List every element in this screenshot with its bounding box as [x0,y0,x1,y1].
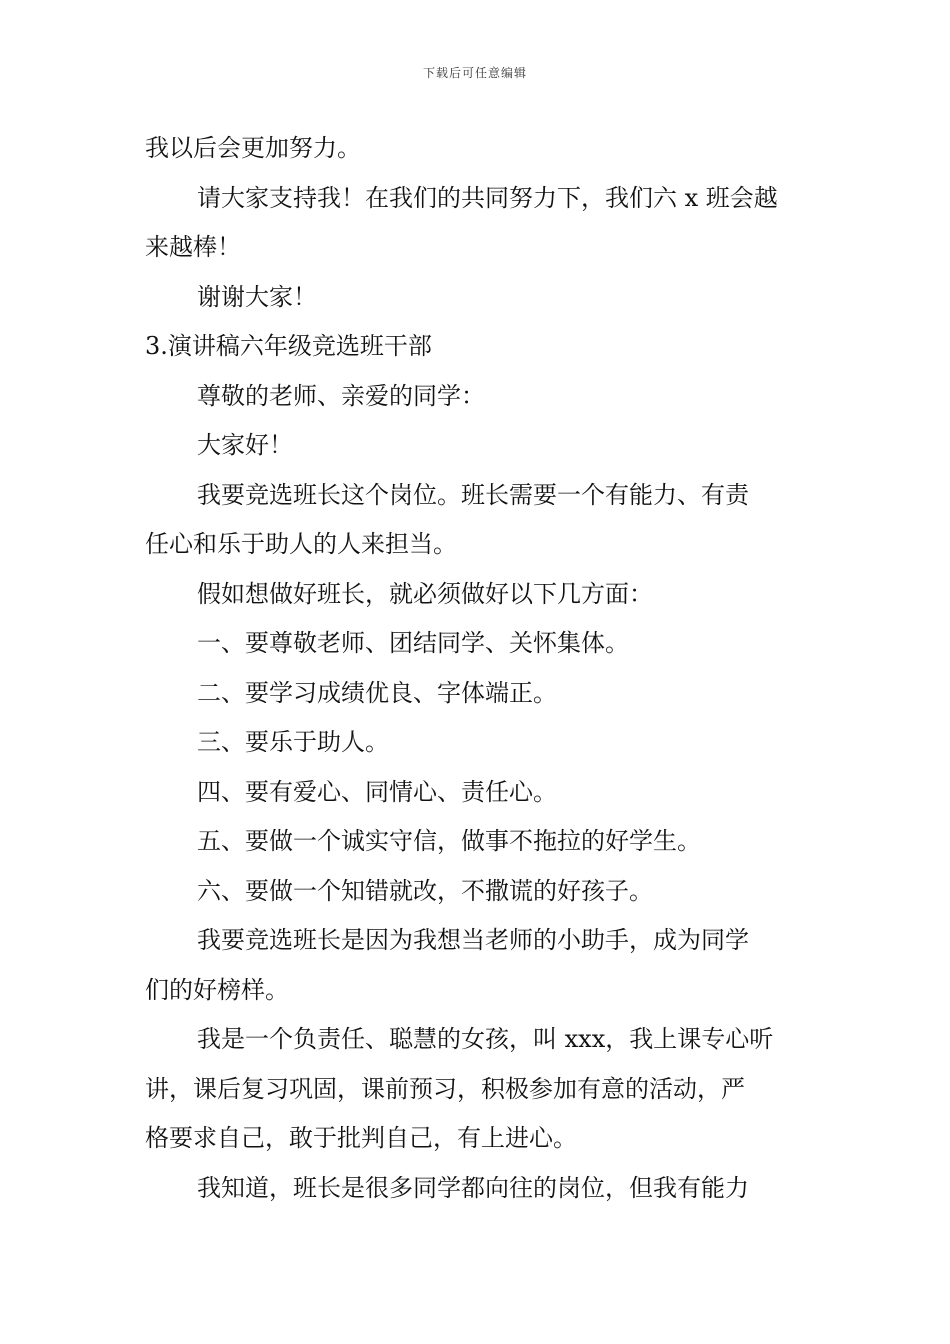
paragraph-line: 我要竞选班长是因为我想当老师的小助手，成为同学 [197,926,749,954]
paragraph-line: 来越棒！ [145,233,241,261]
paragraph-line: 请大家支持我！在我们的共同努力下，我们六 x 班会越 [197,183,778,212]
paragraph-line: 们的好榜样。 [145,975,289,1004]
list-item: 三、要乐于助人。 [197,728,389,756]
paragraph-line: 我要竞选班长这个岗位。班长需要一个有能力、有责 [197,480,749,509]
paragraph-line: 我是一个负责任、聪慧的女孩，叫 xxx，我上课专心听 [197,1025,774,1053]
list-item: 四、要有爱心、同情心、责任心。 [197,777,557,806]
list-item: 一、要尊敬老师、团结同学、关怀集体。 [197,629,629,657]
section-heading: 3.演讲稿六年级竞选班干部 [145,332,432,360]
salutation: 尊敬的老师、亲爱的同学： [197,381,485,410]
paragraph-line: 格要求自己，敢于批判自己，有上进心。 [145,1124,577,1152]
paragraph-line: 我以后会更加努力。 [145,134,361,162]
list-item: 五、要做一个诚实守信，做事不拖拉的好学生。 [197,827,701,855]
greeting: 大家好！ [197,431,293,459]
page-header: 下载后可任意编辑 [422,66,527,80]
paragraph-line: 任心和乐于助人的人来担当。 [145,530,457,558]
list-item: 二、要学习成绩优良、字体端正。 [197,678,557,707]
document-body [145,124,805,1213]
list-item: 六、要做一个知错就改，不撒谎的好孩子。 [197,876,653,905]
paragraph-line: 讲，课后复习巩固，课前预习，积极参加有意的活动，严 [145,1074,745,1103]
paragraph-line: 假如想做好班长，就必须做好以下几方面： [197,579,653,608]
paragraph-line: 我知道，班长是很多同学都向往的岗位，但我有能力 [197,1173,749,1202]
paragraph-line: 谢谢大家！ [197,282,317,311]
